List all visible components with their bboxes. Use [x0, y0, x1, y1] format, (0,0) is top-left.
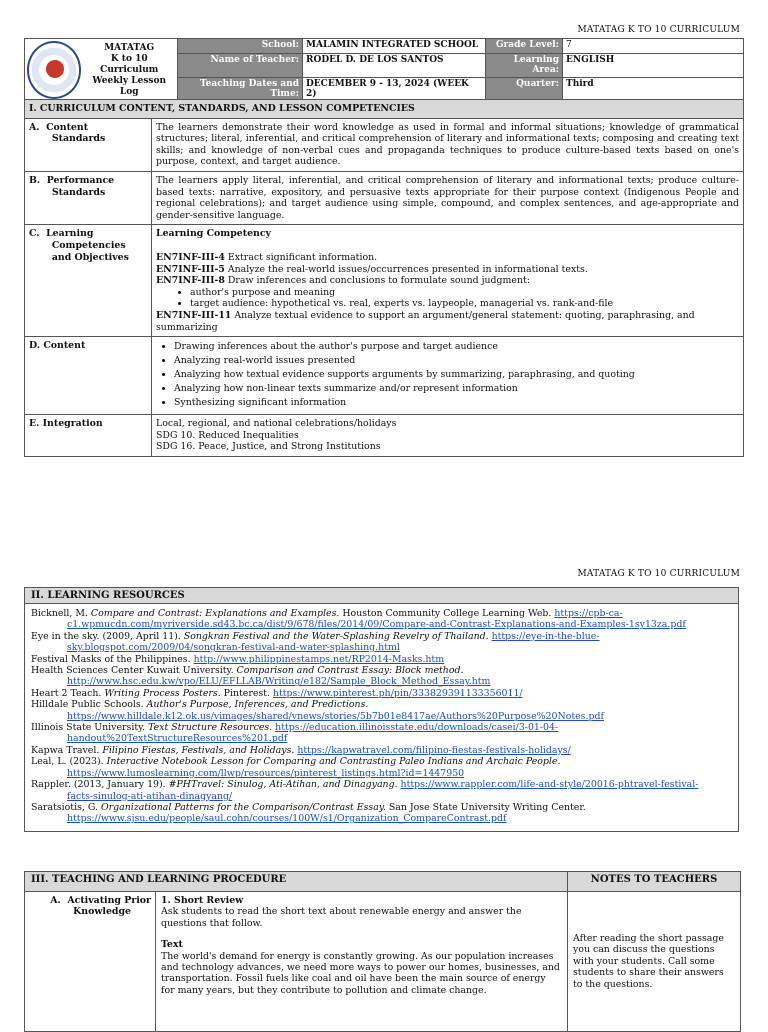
- integration-line: SDG 10. Reduced Inequalities: [156, 429, 299, 441]
- performance-standards-label: B. Performance Standards: [25, 171, 152, 224]
- procedure-table: [24, 871, 741, 1032]
- reference-text: Kapwa Travel.: [31, 744, 103, 756]
- competencies-label: C. Learning Competencies and Objectives: [25, 225, 152, 337]
- reference-continuation: [31, 711, 732, 722]
- list-item: • author's purpose and meaning: [190, 287, 739, 299]
- reference-title: Author's Purpose, Inferences, and Predictions.: [146, 699, 369, 711]
- school-label: School:: [178, 39, 303, 54]
- reference-title: Text Structure Resources.: [148, 722, 273, 734]
- competency-sub-list: [156, 287, 739, 310]
- reference-link[interactable]: sky.blogspot.com/2009/04/songkran-festival-and-water-splashing.html: [67, 642, 400, 654]
- reference-entry: [31, 665, 732, 676]
- reference-link[interactable]: http://www.philippinestamps.net/RP2014-Masks.htm: [193, 653, 445, 665]
- reference-text: Pinterest.: [220, 687, 273, 699]
- activating-cell: [156, 892, 568, 1032]
- reference-entry: [31, 688, 732, 699]
- competency-3: EN7INF-III-8 Draw inferences and conclusions to formulate sound judgment:: [156, 275, 530, 287]
- teacher-value: RODEL D. DE LOS SANTOS: [303, 54, 486, 78]
- performance-standards-text: The learners apply literal, inferential, and critical comprehension of literary and informational texts; produce culture-based texts: narrative, expository, and persuasive texts appropriate for their purpose context (Indigenous People and regional celebrations); and target audience using simple, compound, and complex sentences, and age-appropriate and gender-sensitive language.: [152, 171, 744, 224]
- list-item: • Analyzing real-world issues presented: [174, 354, 739, 368]
- reference-entry: [31, 654, 732, 665]
- reference-entry: [31, 745, 732, 756]
- text-heading: Text: [161, 939, 183, 951]
- competency-2: EN7INF-III-5 Analyze the real-world issues/occurrences presented in informational texts.: [156, 263, 588, 275]
- section1-title: I. CURRICULUM CONTENT, STANDARDS, AND LESSON COMPETENCIES: [25, 100, 744, 119]
- list-item: • Synthesizing significant information: [174, 396, 739, 410]
- integration-line: Local, regional, and national celebrations/holidays: [156, 418, 397, 430]
- reference-entry: [31, 756, 732, 767]
- competency-4: EN7INF-III-11 Analyze textual evidence to support an argument/general statement: quoting, paraphrasing, and summarizing: [156, 309, 695, 333]
- reference-continuation: [31, 791, 732, 802]
- competencies-cell: [152, 225, 744, 337]
- reference-entry: [31, 631, 732, 642]
- reference-text: San Jose State University Writing Center.: [385, 801, 586, 813]
- reference-text: Bicknell, M.: [31, 608, 91, 619]
- list-item: • Analyzing how non-linear texts summarize and/or represent information: [174, 382, 739, 396]
- reference-entry: [31, 779, 732, 790]
- reference-entry: [31, 722, 732, 733]
- reference-link[interactable]: handout%20TextStructureResources%201.pdf: [67, 733, 288, 745]
- content-label: D. Content: [25, 337, 152, 415]
- grade-label: Grade Level:: [486, 39, 563, 54]
- reference-link[interactable]: https://www.lumoslearning.com/llwp/resources/pinterest_listings.html?id=1447950: [67, 767, 465, 779]
- competency-heading: Learning Competency: [156, 228, 272, 240]
- notes-title: NOTES TO TEACHERS: [568, 872, 741, 892]
- reference-text: Houston Community College Learning Web.: [339, 608, 555, 619]
- reference-text: Hilldale Public Schools.: [31, 699, 147, 711]
- reference-title: Interactive Notebook Lesson for Comparing and Contrasting Paleo Indians and Archaic People.: [106, 756, 561, 768]
- content-standards-label: A. Content Standards: [25, 118, 152, 171]
- reference-title: Writing Process Posters.: [104, 687, 221, 699]
- reference-continuation: [31, 813, 732, 824]
- text-body: The world's demand for energy is constantly growing. As our population increases and technology advances, we need more ways to power our homes, businesses, and transportation. Fossil fuels like coal and oil have been the main source of energy for many years, but they contribute to pollution and climate change.: [161, 950, 560, 996]
- reference-text: Eye in the sky. (2009, April 11).: [31, 630, 184, 642]
- reference-continuation: [31, 676, 732, 687]
- short-review-heading: 1. Short Review: [161, 895, 244, 906]
- integration-line: SDG 16. Peace, Justice, and Strong Institutions: [156, 441, 381, 453]
- log-title-line3: Weekly Lesson Log: [92, 75, 166, 97]
- curriculum-header: MATATAG K TO 10 CURRICULUM: [577, 25, 740, 35]
- content-list-cell: [152, 337, 744, 415]
- curriculum-header-2: MATATAG K TO 10 CURRICULUM: [577, 569, 740, 579]
- reference-link[interactable]: https://education.illinoisstate.edu/downloads/casei/3-01-04-: [275, 722, 559, 734]
- reference-text: Rappler. (2013, January 19).: [31, 779, 169, 791]
- reference-title: Filipino Fiestas, Festivals, and Holidays.: [102, 744, 295, 756]
- reference-link[interactable]: http://www.hsc.edu.kw/vpo/ELU/EFLLAB/Writing/e182/Sample_Block_Method_Essay.htm: [67, 676, 491, 688]
- reference-link[interactable]: https://kapwatravel.com/filipino-fiestas-festivals-holidays/: [297, 744, 571, 756]
- reference-link[interactable]: https://www.hilldale.k12.ok.us/vimages/shared/vnews/stories/5b7b01e8417ae/Authors%20Purpose%20Notes.pdf: [67, 710, 604, 722]
- review-instructions: Ask students to read the short text about renewable energy and answer the questions that follow.: [161, 906, 522, 929]
- reference-title: Organizational Patterns for the Comparison/Contrast Essay.: [100, 801, 386, 813]
- reference-title: #PHTravel: Sinulog, Ati-Atihan, and Dinagyang.: [168, 779, 398, 791]
- log-title-line1: MATATAG: [104, 42, 155, 53]
- grade-value: 7: [563, 39, 744, 54]
- school-value: MALAMIN INTEGRATED SCHOOL: [303, 39, 486, 54]
- list-item: • Drawing inferences about the author's purpose and target audience: [174, 340, 739, 354]
- dates-label: Teaching Dates and Time:: [178, 78, 303, 102]
- reference-text: Illinois State University.: [31, 722, 149, 734]
- reference-title: Comparison and Contrast Essay: Block method.: [236, 665, 464, 677]
- dates-value: DECEMBER 9 - 13, 2024 (WEEK 2): [303, 78, 486, 102]
- area-label: Learning Area:: [486, 54, 563, 78]
- list-item: • Analyzing how textual evidence supports arguments by summarizing, paraphrasing, and quoting: [174, 368, 739, 382]
- learning-resources-table: [24, 587, 739, 832]
- reference-entry: [31, 608, 732, 619]
- quarter-label: Quarter:: [486, 78, 563, 102]
- reference-link[interactable]: https://www.sjsu.edu/people/saul.cohn/courses/100W/s1/Organization_CompareContrast.pdf: [67, 813, 507, 825]
- reference-continuation: [31, 642, 732, 653]
- reference-link[interactable]: https://www.pinterest.ph/pin/333829391133356011/: [272, 687, 523, 699]
- reference-entry: [31, 802, 732, 813]
- area-value: ENGLISH: [563, 54, 744, 78]
- reference-text: Saratsiotis, G.: [31, 801, 101, 813]
- content-standards-text: The learners demonstrate their word knowledge as used in formal and informal situations; knowledge of grammatical structures; literal, inferential, and critical comprehension of literary and informational texts; composing and creating text skills; and knowledge of non-verbal cues and propaganda techniques to produce culture-based texts based on one's purpose, context, and target audience.: [152, 118, 744, 171]
- section2-title: II. LEARNING RESOURCES: [25, 588, 739, 604]
- reference-link[interactable]: https://www.rappler.com/life-and-style/20016-phtravel-festival-: [400, 779, 699, 791]
- resources-cell: [25, 604, 739, 832]
- integration-label: E. Integration: [25, 415, 152, 457]
- reference-link[interactable]: https://eye-in-the-blue-: [491, 630, 600, 642]
- reference-continuation: [31, 733, 732, 744]
- log-title-line2: K to 10 Curriculum: [100, 53, 159, 75]
- reference-title: Compare and Contrast: Explanations and Examples.: [90, 608, 340, 619]
- reference-continuation: [31, 619, 732, 630]
- log-title-cell: [25, 39, 178, 102]
- teacher-label: Name of Teacher:: [178, 54, 303, 78]
- lesson-log-header: [24, 38, 744, 102]
- list-item: • target audience: hypothetical vs. real, experts vs. laypeople, managerial vs. rank-and-file: [190, 298, 739, 310]
- reference-title: Songkran Festival and the Water-Splashing Revelry of Thailand.: [183, 630, 489, 642]
- reference-entry: [31, 699, 732, 710]
- competency-1: EN7INF-III-4 Extract significant information.: [156, 251, 378, 263]
- deped-seal-icon: [27, 41, 81, 99]
- teacher-note: After reading the short passage you can discuss the questions with your students. Call some students to share their answers to the questions.: [568, 892, 741, 1032]
- quarter-value: Third: [563, 78, 744, 102]
- curriculum-content-table: [24, 99, 744, 457]
- section3-title: III. TEACHING AND LEARNING PROCEDURE: [25, 872, 568, 892]
- reference-text: Leal, L. (2023).: [31, 756, 107, 768]
- reference-link[interactable]: facts-sinulog-ati-atihan-dinagyang/: [67, 790, 233, 802]
- activating-label: A. Activating Prior Knowledge: [25, 892, 156, 1032]
- reference-text: Festival Masks of the Philippines.: [31, 653, 194, 665]
- reference-link[interactable]: c1.wpmucdn.com/myriverside.sd43.bc.ca/dist/9/678/files/2014/09/Compare-and-Contrast-Explanations-and-Examples-1sy13za.pdf: [67, 619, 686, 631]
- reference-text: Health Sciences Center Kuwait University.: [31, 665, 237, 677]
- reference-text: Heart 2 Teach.: [31, 687, 105, 699]
- integration-cell: [152, 415, 744, 457]
- reference-continuation: [31, 768, 732, 779]
- reference-link[interactable]: https://cpb-ca-: [554, 608, 623, 619]
